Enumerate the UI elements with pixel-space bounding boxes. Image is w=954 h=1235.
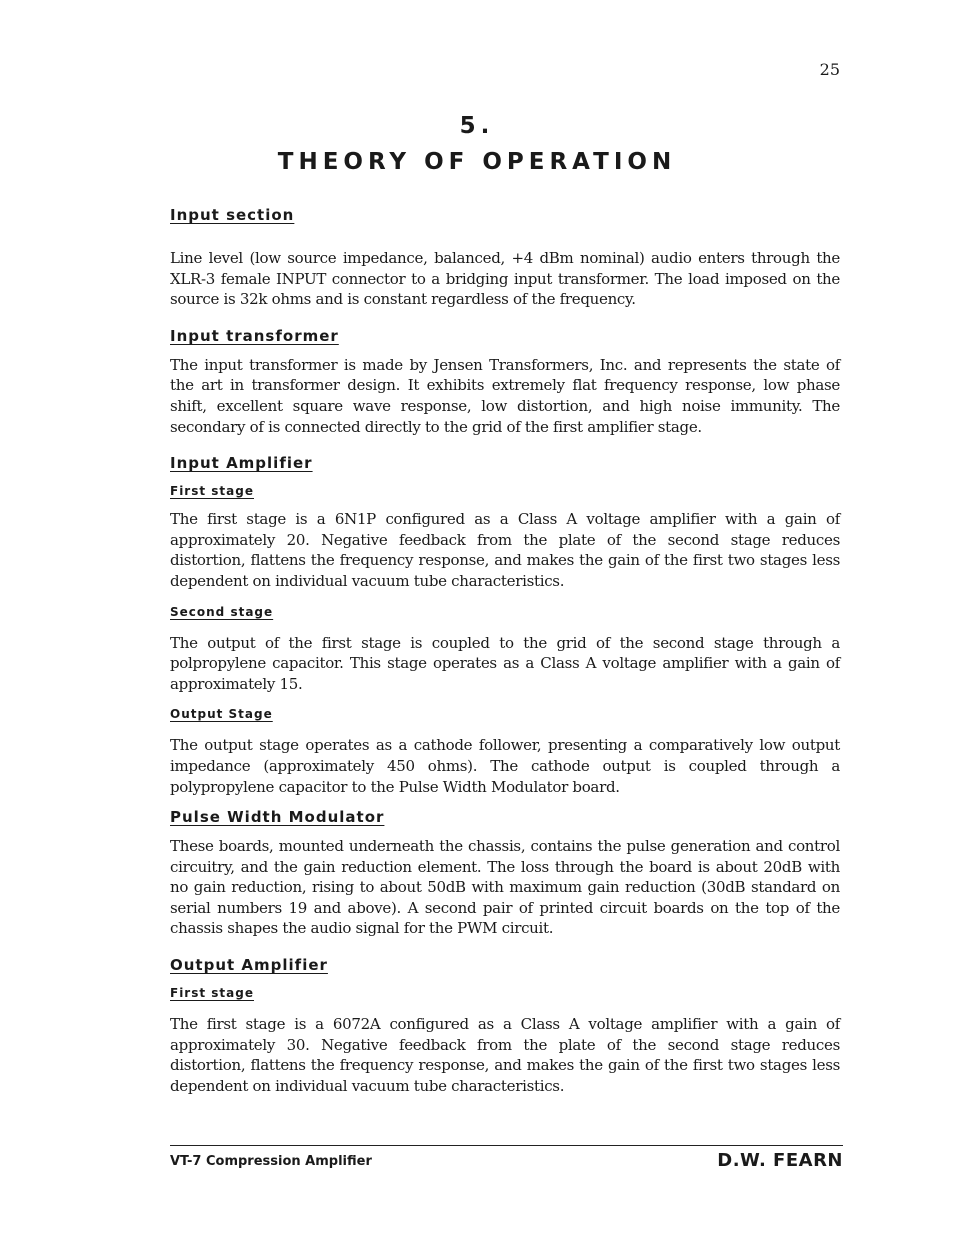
section-paragraph: These boards, mounted underneath the chassis, contains the pulse generation and control circuitry, and the gain reduction element. The loss through the board is about 20dB with no gain reduction, rising to about 50dB with maximum gain reduction (30dB standard on serial numbers 19 and above). A second pair of printed circuit boards on the top of the chassis shapes the audio signal for the PWM circuit. [170,837,840,938]
subsection-paragraph: The first stage is a 6072A configured as a Class A voltage amplifier with a gain of approximately 30. Negative feedback from the plate of the second stage reduces distortion, flattens the frequency response, and makes the gain of the first two stages less dependent on individual vacuum tube characteristics. [170,1015,840,1095]
section-heading: Input transformer [170,326,339,345]
footer-divider [170,1145,843,1146]
section-heading: Input section [170,206,295,224]
section-heading: Input Amplifier [170,454,313,473]
section-heading: Pulse Width Modulator [170,808,385,827]
subsection-heading: First stage [170,986,254,1001]
footer-brand: D.W. FEARN [717,1150,843,1171]
chapter-number: 5. [459,113,495,139]
subsection-paragraph: The output stage operates as a cathode follower, presenting a comparatively low output impedance (approximately 450 ohms). The cathode output is coupled through a polypropylene capacitor to the Pulse Width Modulator board. [170,736,840,796]
subsection-heading: Second stage [170,604,274,619]
section-paragraph: The input transformer is made by Jensen Transformers, Inc. and represents the state of the art in transformer design. It exhibits extremely flat frequency response, low phase shift, excellent square wave response, low distortion, and high noise immunity. The secondary of is connected directly to the grid of the first amplifier stage. [170,355,840,436]
section-paragraph: Line level (low source impedance, balanced, +4 dBm nominal) audio enters through the XLR-3 female INPUT connector to a bridging input transformer. The load imposed on the source is 32k ohms and is constant regardless of the frequency. [170,249,840,309]
subsection-heading: First stage [170,484,254,499]
footer-product-name: VT-7 Compression Amplifier [170,1154,372,1169]
chapter-heading [0,108,954,180]
subsection-paragraph: The first stage is a 6N1P configured as a Class A voltage amplifier with a gain of approximately 20. Negative feedback from the plate of the second stage reduces distortion, flattens the frequency response, and makes the gain of the first two stages less dependent on individual vacuum tube characteristics. [170,510,840,590]
subsection-paragraph: The output of the first stage is coupled to the grid of the second stage through a polpropylene capacitor. This stage operates as a Class A voltage amplifier with a gain of approximately 15. [170,633,840,693]
document-body [170,203,840,1096]
page-number: 25 [819,60,840,79]
chapter-title: THEORY OF OPERATION [277,149,677,175]
section-heading: Output Amplifier [170,956,328,975]
subsection-heading: Output Stage [170,707,273,722]
